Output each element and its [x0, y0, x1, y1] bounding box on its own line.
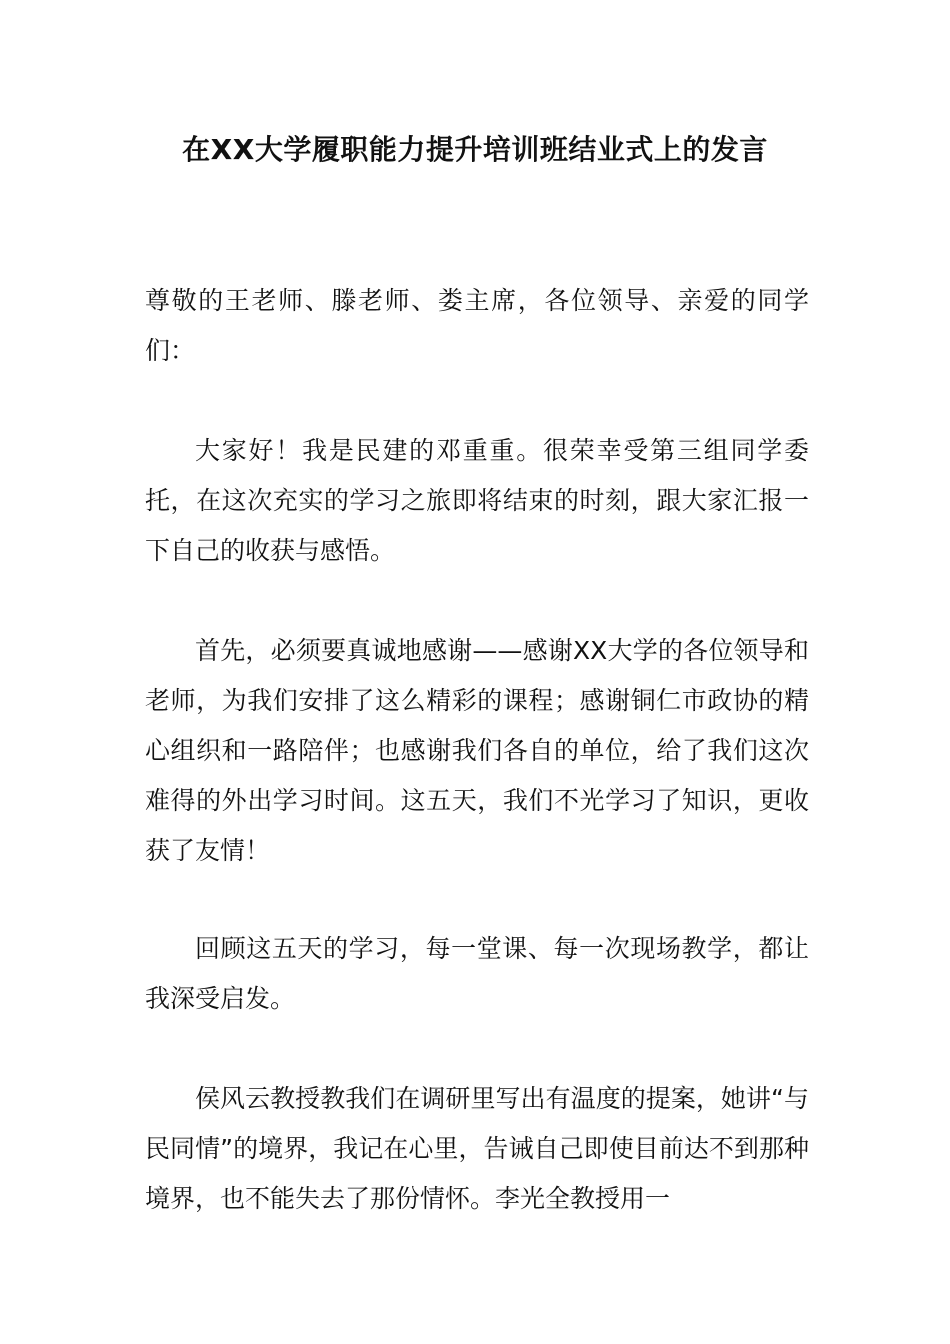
review-paragraph: 回顾这五天的学习，每一堂课、每一次现场教学，都让我深受启发。 [145, 934, 809, 1013]
greeting-paragraph: 大家好！我是民建的邓重重。很荣幸受第三组同学委托，在这次充实的学习之旅即将结束的时刻，跟大家汇报一下自己的收获与感悟。 [145, 436, 809, 565]
salutation-paragraph: 尊敬的王老师、滕老师、娄主席，各位领导、亲爱的同学们： [145, 286, 809, 365]
lecture-paragraph: 侯风云教授教我们在调研里写出有温度的提案，她讲“与民同情”的境界，我记在心里，告诫自己即使目前达不到那种境界，也不能失去了那份情怀。李光全教授用一 [145, 1084, 809, 1213]
document-title: 在XX大学履职能力提升培训班结业式上的发言 [182, 133, 768, 166]
thanks-paragraph: 首先，必须要真诚地感谢——感谢XX大学的各位领导和老师，为我们安排了这么精彩的课程；感谢铜仁市政协的精心组织和一路陪伴；也感谢我们各自的单位，给了我们这次难得的外出学习时间。这五天，我们不光学习了知识，更收获了友情！ [145, 636, 809, 865]
